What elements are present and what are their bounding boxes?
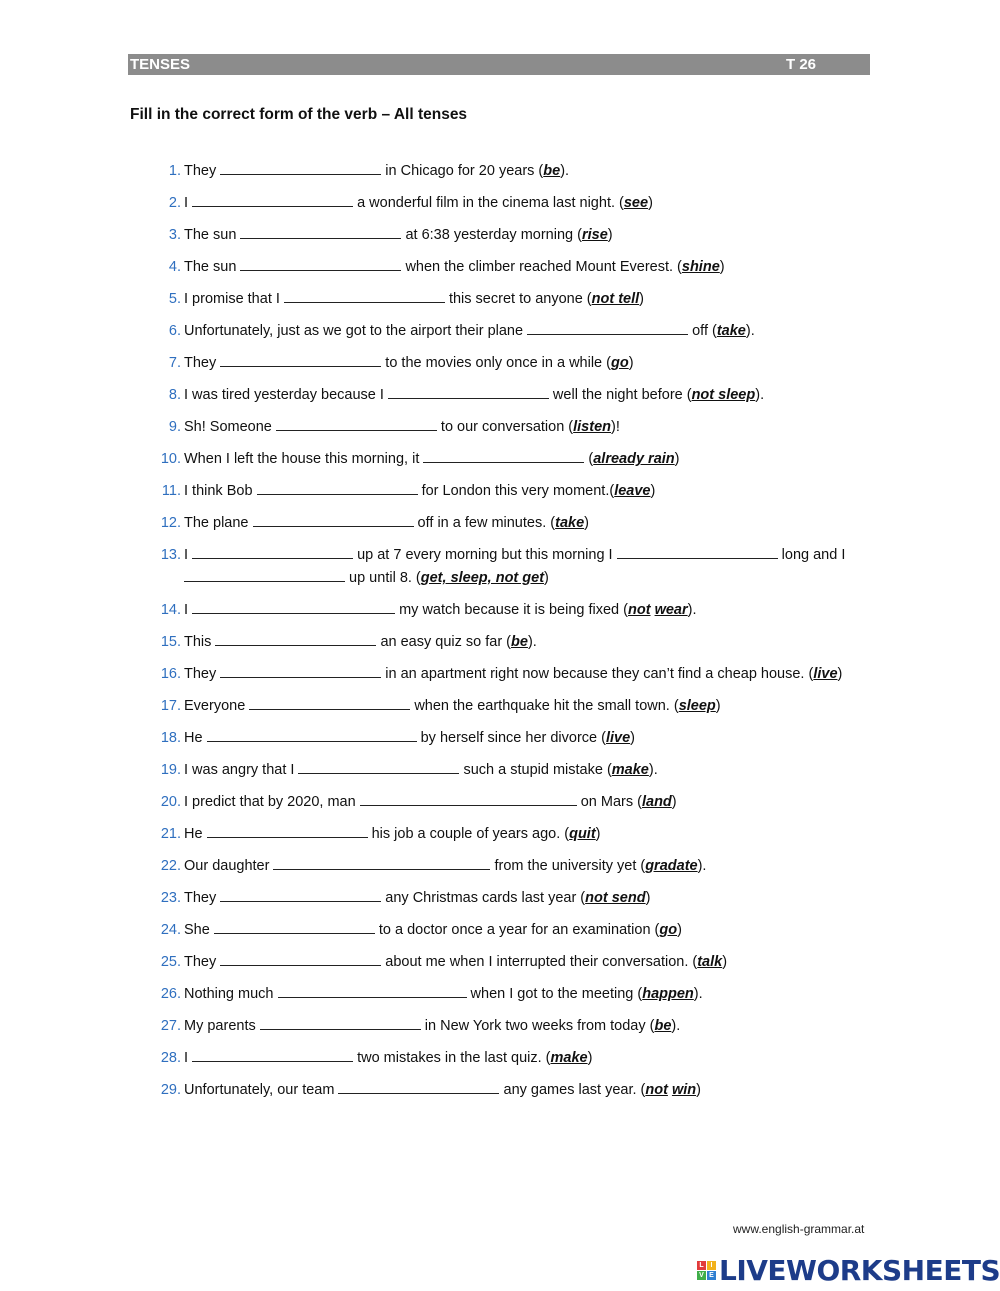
- question-number: 21.: [160, 826, 181, 842]
- verb-hint: listen: [573, 419, 611, 435]
- question-text-segment: Nothing much: [184, 986, 278, 1002]
- answer-blank[interactable]: [423, 448, 584, 463]
- question-text-segment: I think Bob: [184, 483, 257, 499]
- verb-hint: make: [550, 1050, 588, 1066]
- question-text-segment: ).: [755, 387, 765, 403]
- question-text: [184, 663, 885, 686]
- question-number: 13.: [160, 547, 181, 563]
- question-text: [184, 983, 885, 1006]
- verb-hint: not: [645, 1082, 668, 1098]
- question-text: [184, 288, 885, 311]
- verb-hint: take: [716, 323, 746, 339]
- question-text-segment: My parents: [184, 1018, 260, 1034]
- question-text-segment: this secret to anyone (: [444, 291, 592, 307]
- answer-blank[interactable]: [617, 544, 778, 559]
- question-item: [155, 416, 885, 439]
- worksheet-code: T 26: [786, 56, 817, 73]
- answer-blank[interactable]: [278, 983, 467, 998]
- answer-blank[interactable]: [192, 599, 395, 614]
- answer-blank[interactable]: [192, 1047, 353, 1062]
- answer-blank[interactable]: [284, 288, 445, 303]
- question-item: [155, 288, 885, 311]
- question-number: 19.: [160, 762, 181, 778]
- answer-blank[interactable]: [253, 512, 414, 527]
- question-text-segment: ).: [671, 1018, 681, 1034]
- answer-blank[interactable]: [220, 160, 381, 175]
- question-text-segment: up at 7 every morning but this morning I: [353, 547, 617, 563]
- question-number: 8.: [168, 387, 181, 403]
- question-text-segment: ): [677, 922, 682, 938]
- question-text-segment: I: [184, 1050, 193, 1066]
- question-text-segment: I predict that by 2020, man: [184, 794, 360, 810]
- question-item: [155, 855, 885, 878]
- verb-hint: live: [605, 730, 631, 746]
- question-text-segment: I: [184, 602, 193, 618]
- verb-hint: not: [627, 602, 651, 618]
- verb-hint: happen: [642, 986, 694, 1002]
- question-item: [155, 224, 885, 247]
- question-item: [155, 919, 885, 942]
- question-text: [184, 352, 885, 375]
- verb-hint: gradate: [645, 858, 698, 874]
- verb-hint: be: [654, 1018, 672, 1034]
- answer-blank[interactable]: [388, 384, 549, 399]
- question-text-segment: Sh! Someone: [184, 419, 276, 435]
- answer-blank[interactable]: [184, 567, 345, 582]
- question-number: 7.: [168, 355, 181, 371]
- question-text-segment: ).: [648, 762, 658, 778]
- question-text: [184, 919, 885, 942]
- question-text-segment: When I left the house this morning, it: [184, 451, 424, 467]
- question-text: [184, 384, 885, 407]
- question-text: [184, 887, 885, 910]
- answer-blank[interactable]: [192, 544, 353, 559]
- question-text-segment: off in a few minutes. (: [413, 515, 556, 531]
- answer-blank[interactable]: [298, 759, 459, 774]
- question-item: [155, 663, 885, 686]
- liveworksheets-logo: [697, 1254, 1000, 1287]
- verb-hint: see: [623, 195, 649, 211]
- question-text-segment: long and I: [777, 547, 846, 563]
- logo-cube: V: [697, 1271, 706, 1280]
- question-text-segment: by herself since her divorce (: [416, 730, 606, 746]
- question-text-segment: I promise that I: [184, 291, 284, 307]
- answer-blank[interactable]: [192, 192, 353, 207]
- question-text-segment: Our daughter: [184, 858, 274, 874]
- verb-hint: rise: [581, 227, 608, 243]
- question-text-segment: ).: [527, 634, 537, 650]
- question-text-segment: She: [184, 922, 214, 938]
- question-text-segment: a wonderful film in the cinema last night. (: [353, 195, 624, 211]
- question-text-segment: ).: [697, 858, 707, 874]
- question-item: [155, 1079, 885, 1102]
- question-text: [184, 599, 885, 622]
- question-text: [184, 448, 885, 471]
- header-bar: [128, 54, 870, 75]
- question-text-segment: ): [630, 730, 635, 746]
- question-text: [184, 695, 885, 718]
- question-text-segment: I was angry that I: [184, 762, 299, 778]
- question-number: 20.: [160, 794, 181, 810]
- verb-hint: get, sleep, not get: [420, 570, 545, 586]
- question-text: [184, 855, 885, 878]
- question-text: [184, 256, 885, 279]
- logo-cube: E: [707, 1271, 716, 1280]
- question-text-segment: ).: [560, 163, 570, 179]
- question-text: [184, 1079, 885, 1102]
- question-item: [155, 544, 885, 590]
- question-text-segment: ): [584, 515, 589, 531]
- verb-hint: quit: [569, 826, 596, 842]
- question-text-segment: on Mars (: [576, 794, 642, 810]
- question-number: 26.: [160, 986, 181, 1002]
- verb-hint: make: [611, 762, 649, 778]
- answer-blank[interactable]: [240, 224, 401, 239]
- question-text-segment: ): [544, 570, 549, 586]
- question-item: [155, 887, 885, 910]
- page-title: Fill in the correct form of the verb – All tenses: [130, 106, 468, 123]
- question-text-segment: up until 8. (: [345, 570, 421, 586]
- question-number: 25.: [160, 954, 181, 970]
- question-text-segment: off (: [688, 323, 717, 339]
- question-item: [155, 448, 885, 471]
- question-number: 23.: [160, 890, 181, 906]
- question-item: [155, 1015, 885, 1038]
- question-text-segment: )!: [611, 419, 620, 435]
- answer-blank[interactable]: [220, 951, 381, 966]
- question-text: [184, 791, 885, 814]
- question-text-segment: ): [587, 1050, 593, 1066]
- question-text: [184, 759, 885, 782]
- question-text-segment: my watch because it is being fixed (: [395, 602, 628, 618]
- question-number: 9.: [168, 419, 181, 435]
- answer-blank[interactable]: [360, 791, 577, 806]
- question-text-segment: to the movies only once in a while (: [381, 355, 611, 371]
- question-text-segment: ).: [693, 986, 703, 1002]
- question-number: 14.: [160, 602, 181, 618]
- answer-blank[interactable]: [249, 695, 410, 710]
- answer-blank[interactable]: [214, 919, 375, 934]
- answer-blank[interactable]: [207, 823, 368, 838]
- question-text-segment: any games last year. (: [499, 1082, 646, 1098]
- footer-url: www.english-grammar.at: [733, 1222, 865, 1236]
- verb-hint: be: [543, 163, 561, 179]
- question-text-segment: ): [719, 259, 725, 275]
- question-item: [155, 1047, 885, 1070]
- logo-cube: L: [697, 1261, 706, 1270]
- question-text-segment: ): [595, 826, 601, 842]
- question-text-segment: Everyone: [184, 698, 250, 714]
- question-text-segment: He: [184, 826, 207, 842]
- question-number: 16.: [160, 666, 181, 682]
- question-item: [155, 480, 885, 503]
- question-number: 4.: [168, 259, 181, 275]
- question-number: 18.: [160, 730, 181, 746]
- question-text: [184, 192, 885, 215]
- question-number: 27.: [160, 1018, 181, 1034]
- question-text-segment: ): [722, 954, 728, 970]
- verb-hint: go: [610, 355, 629, 371]
- answer-blank[interactable]: [260, 1015, 421, 1030]
- question-text: [184, 320, 885, 343]
- logo-text: LIVEWORKSHEETS: [719, 1254, 1000, 1287]
- question-number: 15.: [160, 634, 181, 650]
- question-item: [155, 512, 885, 535]
- question-text-segment: The plane: [184, 515, 253, 531]
- question-number: 11.: [161, 483, 181, 499]
- question-number: 29.: [160, 1082, 181, 1098]
- question-text: [184, 1015, 885, 1038]
- question-number: 17.: [160, 698, 181, 714]
- question-item: [155, 951, 885, 974]
- question-text-segment: ): [715, 698, 721, 714]
- question-item: [155, 160, 885, 183]
- verb-hint: take: [555, 515, 585, 531]
- question-text-segment: ): [837, 666, 843, 682]
- question-text-segment: from the university yet (: [490, 858, 646, 874]
- answer-blank[interactable]: [240, 256, 401, 271]
- question-text-segment: He: [184, 730, 207, 746]
- question-text-segment: ).: [745, 323, 755, 339]
- logo-cubes-icon: [697, 1261, 716, 1280]
- question-text-segment: an easy quiz so far (: [376, 634, 512, 650]
- question-item: [155, 192, 885, 215]
- verb-hint: live: [813, 666, 838, 682]
- question-item: [155, 599, 885, 622]
- question-text: [184, 823, 885, 846]
- question-text-segment: Unfortunately, our team: [184, 1082, 339, 1098]
- question-item: [155, 352, 885, 375]
- section-title: TENSES: [130, 56, 191, 73]
- question-text-segment: (: [584, 451, 594, 467]
- question-text-segment: ): [645, 890, 651, 906]
- logo-cube: I: [707, 1261, 716, 1270]
- question-text-segment: ): [671, 794, 677, 810]
- question-number: 2.: [168, 195, 181, 211]
- question-item: [155, 256, 885, 279]
- question-text-segment: ): [674, 451, 680, 467]
- verb-hint: leave: [614, 483, 651, 499]
- verb-hint: go: [659, 922, 678, 938]
- answer-blank[interactable]: [220, 663, 381, 678]
- question-text-segment: to a doctor once a year for an examination (: [374, 922, 660, 938]
- answer-blank[interactable]: [338, 1079, 499, 1094]
- question-text-segment: his job a couple of years ago. (: [367, 826, 570, 842]
- verb-hint: shine: [681, 259, 720, 275]
- question-text-segment: when the earthquake hit the small town. (: [410, 698, 679, 714]
- question-text-segment: I: [184, 195, 193, 211]
- question-text-segment: ): [607, 227, 613, 243]
- question-text-segment: ).: [687, 602, 697, 618]
- question-text-segment: ): [628, 355, 634, 371]
- question-text-segment: They: [184, 163, 221, 179]
- question-number: 10.: [160, 451, 181, 467]
- answer-blank[interactable]: [220, 887, 381, 902]
- question-text-segment: The sun: [184, 227, 241, 243]
- question-text-segment: The sun: [184, 259, 241, 275]
- question-text: [184, 416, 885, 439]
- question-item: [155, 384, 885, 407]
- question-text: [184, 631, 885, 654]
- verb-hint: not sleep: [691, 387, 756, 403]
- question-text: [184, 544, 885, 590]
- answer-blank[interactable]: [207, 727, 417, 742]
- question-item: [155, 631, 885, 654]
- answer-blank[interactable]: [257, 480, 418, 495]
- question-number: 6.: [168, 323, 181, 339]
- verb-hint: be: [511, 634, 528, 650]
- question-number: 22.: [160, 858, 181, 874]
- question-item: [155, 320, 885, 343]
- question-text-segment: well the night before (: [548, 387, 692, 403]
- question-text: [184, 512, 885, 535]
- question-text-segment: when the climber reached Mount Everest. (: [401, 259, 682, 275]
- question-text-segment: ): [648, 195, 653, 211]
- verb-hint: not send: [585, 890, 646, 906]
- question-text: [184, 224, 885, 247]
- answer-blank[interactable]: [527, 320, 688, 335]
- question-list: [155, 160, 885, 1111]
- question-text-segment: in an apartment right now because they can’t find a cheap house. (: [381, 666, 814, 682]
- verb-hint: not tell: [591, 291, 640, 307]
- question-text: [184, 727, 885, 750]
- question-text-segment: This: [184, 634, 216, 650]
- question-text-segment: They: [184, 890, 221, 906]
- question-item: [155, 823, 885, 846]
- question-number: 24.: [160, 922, 181, 938]
- question-text-segment: two mistakes in the last quiz. (: [353, 1050, 551, 1066]
- verb-hint: sleep: [678, 698, 716, 714]
- question-text-segment: to our conversation (: [436, 419, 574, 435]
- question-text-segment: ): [650, 483, 656, 499]
- question-text-segment: about me when I interrupted their conversation. (: [381, 954, 698, 970]
- question-text-segment: ): [639, 291, 644, 307]
- answer-blank[interactable]: [215, 631, 376, 646]
- question-item: [155, 791, 885, 814]
- question-text-segment: I was tired yesterday because I: [184, 387, 388, 403]
- question-text-segment: in Chicago for 20 years (: [381, 163, 544, 179]
- question-text: [184, 951, 885, 974]
- question-number: 1.: [168, 163, 181, 179]
- question-number: 28.: [160, 1050, 181, 1066]
- answer-blank[interactable]: [273, 855, 490, 870]
- question-text: [184, 480, 885, 503]
- question-text-segment: ): [696, 1082, 701, 1098]
- question-text: [184, 1047, 885, 1070]
- question-item: [155, 727, 885, 750]
- question-number: 12.: [160, 515, 181, 531]
- verb-hint: talk: [697, 954, 723, 970]
- question-text-segment: at 6:38 yesterday morning (: [401, 227, 582, 243]
- question-item: [155, 983, 885, 1006]
- question-number: 3.: [168, 227, 181, 243]
- question-text-segment: They: [184, 954, 221, 970]
- question-text-segment: They: [184, 666, 221, 682]
- question-text-segment: such a stupid mistake (: [459, 762, 612, 778]
- question-text-segment: in New York two weeks from today (: [420, 1018, 655, 1034]
- verb-hint: win: [671, 1082, 697, 1098]
- verb-hint: already rain: [593, 451, 675, 467]
- question-text-segment: any Christmas cards last year (: [381, 890, 586, 906]
- answer-blank[interactable]: [220, 352, 381, 367]
- question-text-segment: when I got to the meeting (: [466, 986, 643, 1002]
- question-text-segment: I: [184, 547, 193, 563]
- question-item: [155, 759, 885, 782]
- question-text-segment: Unfortunately, just as we got to the airport their plane: [184, 323, 528, 339]
- question-text-segment: They: [184, 355, 221, 371]
- verb-hint: wear: [654, 602, 688, 618]
- question-item: [155, 695, 885, 718]
- verb-hint: land: [641, 794, 672, 810]
- answer-blank[interactable]: [276, 416, 437, 431]
- question-number: 5.: [168, 291, 181, 307]
- question-text-segment: for London this very moment.(: [417, 483, 615, 499]
- question-text: [184, 160, 885, 183]
